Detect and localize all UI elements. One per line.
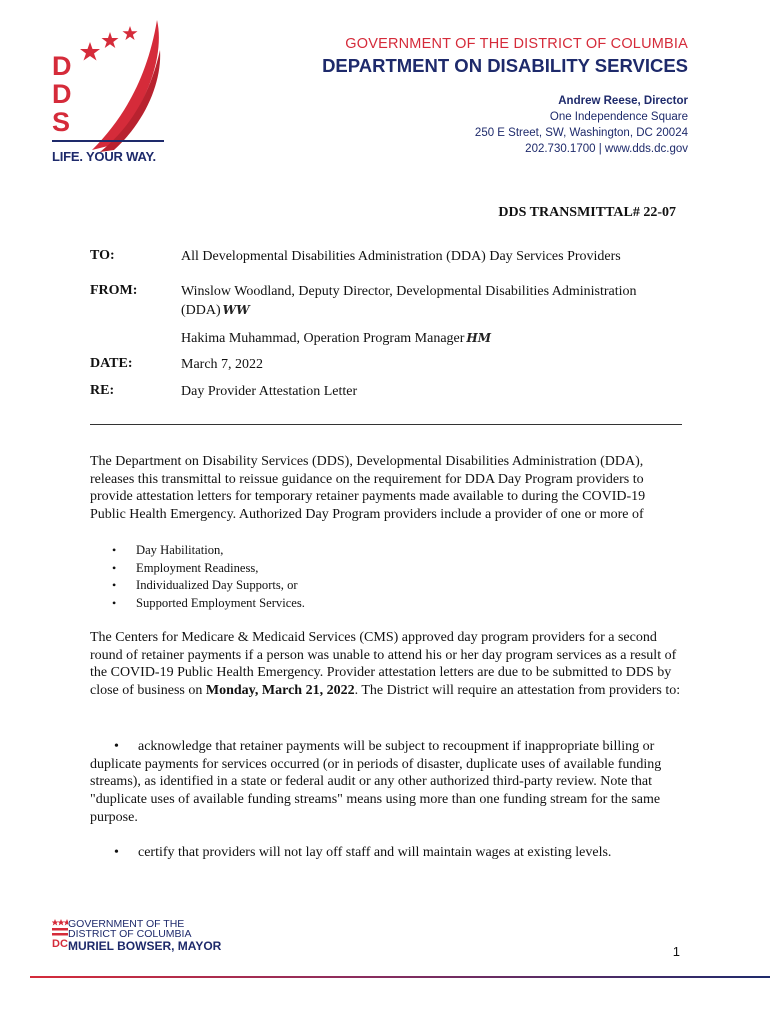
logo-letter: D xyxy=(52,79,72,109)
dds-letters xyxy=(52,52,72,136)
re-label: RE: xyxy=(90,383,115,398)
svg-text:DC: DC xyxy=(52,938,68,948)
footer-gradient-rule xyxy=(30,976,770,978)
from-name-2: Hakima Muhammad, Operation Program Manager xyxy=(181,331,465,346)
initials-signature-ww: WW xyxy=(222,303,250,317)
initials-signature-hm: HM xyxy=(466,331,492,345)
deadline-date: Monday, March 21, 2022 xyxy=(205,682,355,698)
cms-paragraph xyxy=(90,629,682,699)
list-item: • Individualized Day Supports, or xyxy=(110,577,305,595)
list-item: • Day Habilitation, xyxy=(110,542,305,560)
re-value: Day Provider Attestation Letter xyxy=(181,384,358,399)
requirement-acknowledge xyxy=(90,738,686,827)
logo-divider xyxy=(52,140,164,142)
director-name: Andrew Reese, Director xyxy=(558,95,688,107)
from-name-1: Winslow Woodland, Deputy Director, Developmental Disabilities Administration (DDA) xyxy=(181,284,637,318)
to-label: TO: xyxy=(90,248,115,263)
cms-text-1: The Centers for Medicare & Medicaid Services (CMS) approved day program providers for a second round of retainer payments if a person was unable to attend his or her day program services as a result of the COVID-19 Public Health Emergency. Provider attestation letters are due to be submitted to DDS by close of business on xyxy=(90,630,677,698)
service-list xyxy=(110,542,305,612)
department-heading: DEPARTMENT ON DISABILITY SERVICES xyxy=(322,55,688,76)
dc-mark-icon xyxy=(52,918,68,948)
list-item: • Supported Employment Services. xyxy=(110,595,305,613)
bullet-icon: • xyxy=(114,845,119,860)
to-value: All Developmental Disabilities Administration (DDA) Day Services Providers xyxy=(181,249,621,264)
memo-divider xyxy=(90,424,682,425)
date-label: DATE: xyxy=(90,356,133,371)
footer-government-line-1: GOVERNMENT OF THE xyxy=(68,918,185,930)
logo-tagline: LIFE. YOUR WAY. xyxy=(52,149,156,164)
logo-letter: S xyxy=(52,107,71,137)
cms-text-2: . The District will require an attestation from providers to: xyxy=(354,682,681,698)
bullet-icon: • xyxy=(114,739,119,754)
transmittal-number: DDS TRANSMITTAL# 22-07 xyxy=(498,205,676,220)
from-value-2 xyxy=(181,329,681,348)
from-label: FROM: xyxy=(90,283,138,298)
requirement-text: acknowledge that retainer payments will be subject to recoupment if inappropriate billing or duplicate payments for services occurred (or in periods of disaster, duplicate uses of available funding streams), as identified in a state or federal audit or any other authorized third-party review. Note that "duplicate uses of available funding streams" means using more than one funding stream for the same purpose. xyxy=(90,739,662,825)
contact-line: 202.730.1700 | www.dds.dc.gov xyxy=(525,143,688,155)
list-item: • Employment Readiness, xyxy=(110,560,305,578)
requirement-certify xyxy=(90,844,686,862)
logo-letter: D xyxy=(52,51,72,81)
requirement-text: certify that providers will not lay off staff and will maintain wages at existing levels. xyxy=(138,845,612,860)
date-value: March 7, 2022 xyxy=(181,357,264,372)
footer-government-line-2: DISTRICT OF COLUMBIA xyxy=(68,928,192,940)
footer-mayor: MURIEL BOWSER, MAYOR xyxy=(68,939,222,953)
page-number: 1 xyxy=(672,944,680,959)
address-line-2: 250 E Street, SW, Washington, DC 20024 xyxy=(474,127,688,139)
government-heading: GOVERNMENT OF THE DISTRICT OF COLUMBIA xyxy=(345,36,688,52)
intro-paragraph: The Department on Disability Services (DDS), Developmental Disabilities Administration (DDA), releases this transmittal to reissue guidance on the requirement for DDA Day Program providers to provide attestation letters for temporary retainer payments made available to during the COVID-19 Public Health Emergency. Authorized Day Program providers include a provider of one or more of xyxy=(90,454,646,522)
address-line-1: One Independence Square xyxy=(549,111,688,123)
from-value-1 xyxy=(181,283,681,320)
